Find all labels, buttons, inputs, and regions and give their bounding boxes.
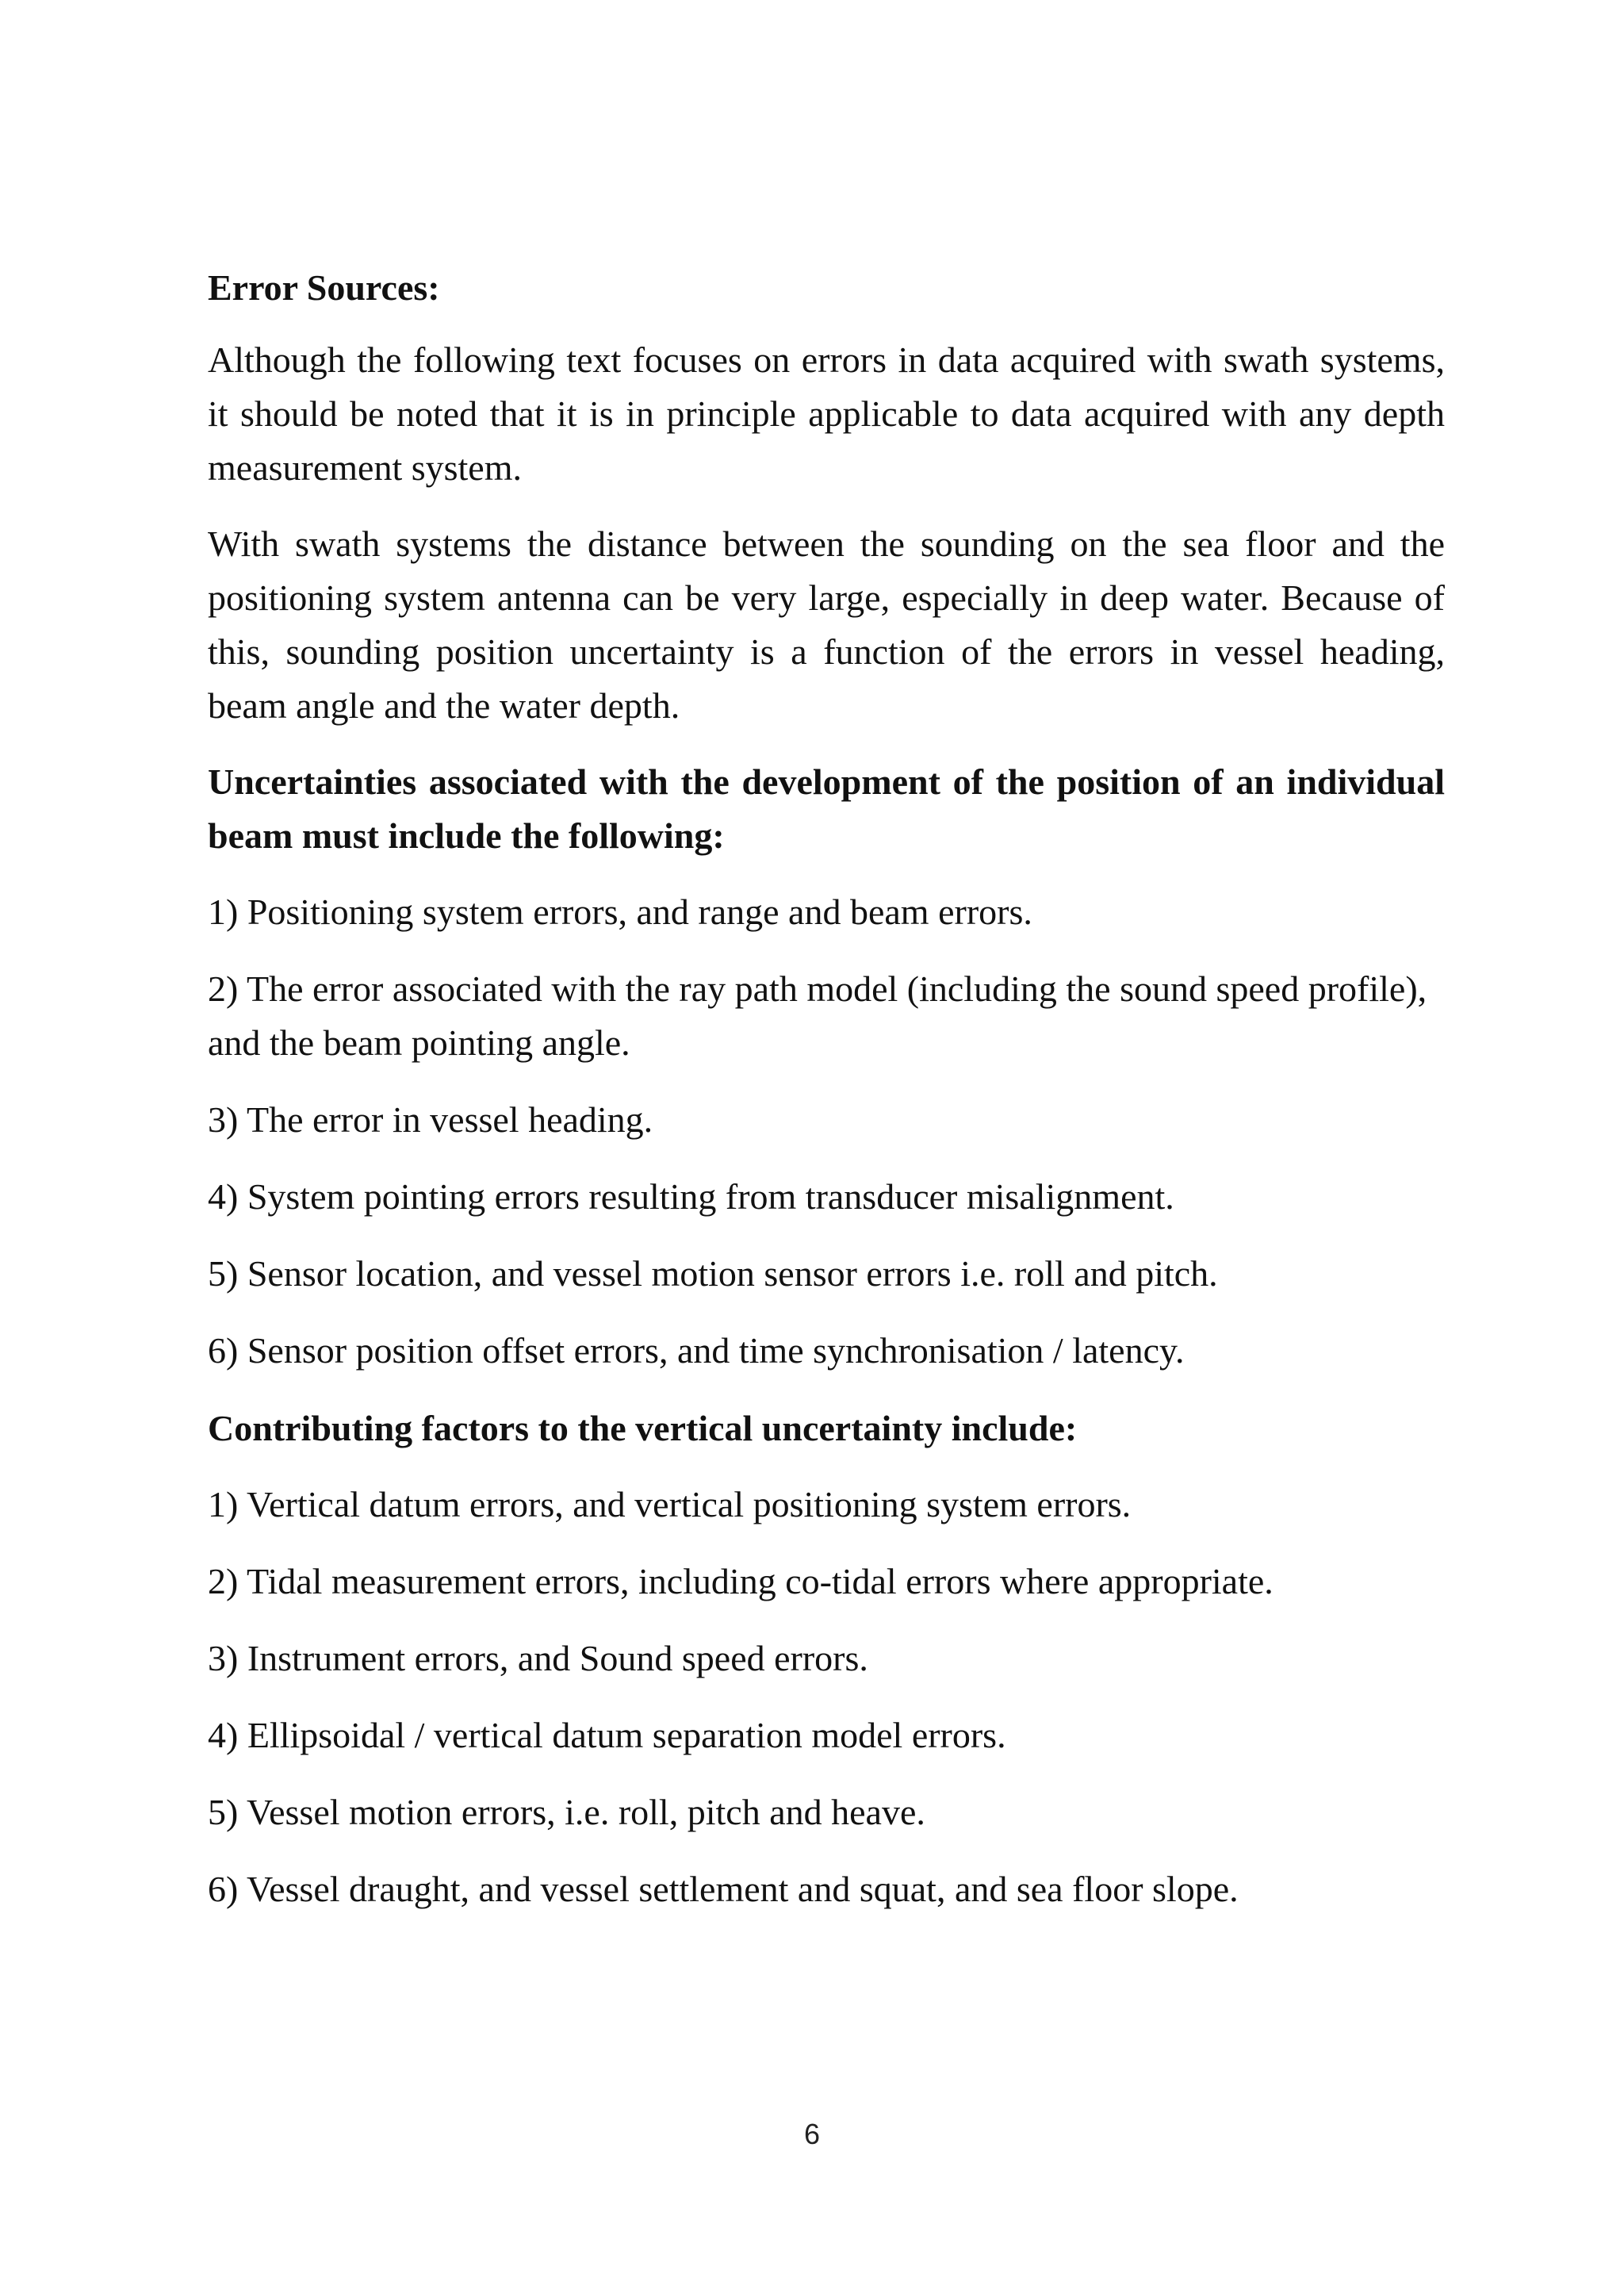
list-item: 4) Ellipsoidal / vertical datum separation model errors. — [208, 1715, 1006, 1755]
list-item: 5) Vessel motion errors, i.e. roll, pitch and heave. — [208, 1792, 925, 1832]
list-item: 3) The error in vessel heading. — [208, 1099, 653, 1140]
list-item: 1) Positioning system errors, and range and beam errors. — [208, 892, 1032, 932]
list-item: 3) Instrument errors, and Sound speed errors. — [208, 1638, 868, 1678]
intro-paragraph-2: With swath systems the distance between the sounding on the sea floor and the positioning system antenna can be very large, especially in deep water. Because of this, sounding position uncertainty is a function of the errors in vessel heading, beam angle and the water depth. — [208, 523, 1445, 726]
horizontal-uncertainty-title: Uncertainties associated with the development of the position of an individual beam must include the following: — [208, 761, 1445, 856]
horizontal-uncertainty-list — [208, 885, 1445, 1378]
intro-paragraph-1: Although the following text focuses on errors in data acquired with swath systems, it should be noted that it is in principle applicable to data acquired with any depth measurement system. — [208, 339, 1445, 488]
vertical-uncertainty-title: Contributing factors to the vertical uncertainty include: — [208, 1408, 1078, 1448]
list-item: 2) Tidal measurement errors, including co-tidal errors where appropriate. — [208, 1561, 1274, 1601]
list-item: 6) Sensor position offset errors, and time synchronisation / latency. — [208, 1330, 1185, 1371]
vertical-uncertainty-list — [208, 1478, 1445, 1916]
list-item: 6) Vessel draught, and vessel settlement and squat, and sea floor slope. — [208, 1869, 1239, 1909]
list-item: 1) Vertical datum errors, and vertical positioning system errors. — [208, 1484, 1132, 1524]
list-item: 2) The error associated with the ray path model (including the sound speed profile), and the beam pointing angle. — [208, 968, 1427, 1063]
section-heading: Error Sources: — [208, 267, 440, 308]
text-column — [208, 262, 1445, 1940]
list-item: 4) System pointing errors resulting from transducer misalignment. — [208, 1176, 1174, 1217]
page-number: 6 — [803, 2118, 821, 2150]
list-item: 5) Sensor location, and vessel motion sensor errors i.e. roll and pitch. — [208, 1253, 1218, 1294]
